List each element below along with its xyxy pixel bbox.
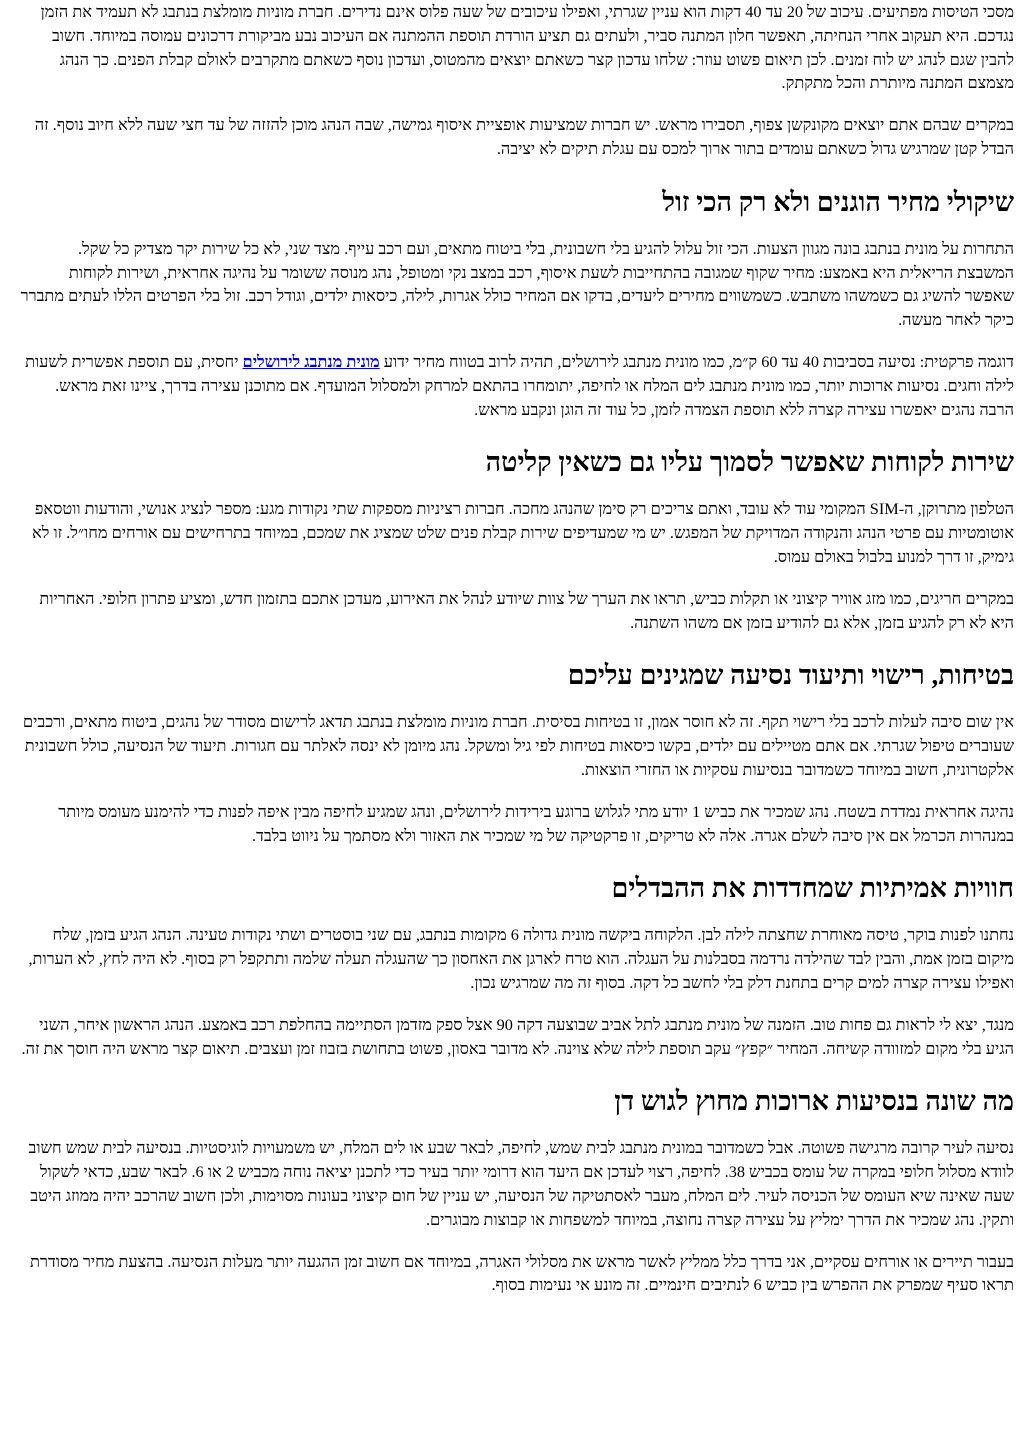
example-text-before: דוגמה פרקטית: נסיעה בסביבות 40 עד 60 ק״מ, כמו מונית מנתבג לירושלים, תהיה לרוב בטווח מחיר ידוע xyxy=(379,351,1014,371)
section-heading-experiences: חוויות אמיתיות שמחדדות את ההבדלים xyxy=(611,873,1014,904)
long-trips-paragraph-2: בעבור תיירים או אורחים עסקיים, אני בדרך כלל ממליץ לאשר מראש את מסלולי האגרה, במיוחד אם חשוב זמן ההגעה יותר מעלות הנסיעה. בהצעת מחיר מסודרת תראו סעיף שמפרק את ההפרש בין כביש 6 לנתיבים חינמיים. זה מונע אי נעימות בסוף. xyxy=(29,1251,1014,1295)
section-heading-safety: בטיחות, רישוי ותיעוד נסיעה שמגינים עליכם xyxy=(567,660,1014,691)
section-heading-long-trips: מה שונה בנסיעות ארוכות מחוץ לגוש דן xyxy=(614,1086,1014,1117)
pricing-example-paragraph xyxy=(18,350,1014,421)
long-trips-paragraph-1: נסיעה לעיר קרובה מרגישה פשוטה. אבל כשמדובר במונית מנתבג לבית שמש, לחיפה, לבאר שבע או לים המלח, יש משמעויות לוגיסטיות. בנסיעה לבית שמש חשוב לוודא מסלול חלופי במקרה של עומס בכביש 38. לחיפה, רצוי לעדכן אם היעד הוא דרומי יותר בעיר כדי לתכנן יציאה נוחה מכביש 2 או 6. לבאר שבע, כדאי לשקול שעה שאינה שיא העומס של הכניסה לעיר. לים המלח, מעבר לאסתטיקה של הנסיעה, יש עניין של חום קיצוני בעונות מסוימות, ולכן חשוב שהרכב יהיה ממוזג היטב ותקין. נהג שמכיר את הדרך ימליץ על עצירה קצרה נחוצה, במיוחד למשפחות או קבוצות מבוגרים. xyxy=(28,1138,1014,1229)
intro-paragraph-2: במקרים שבהם אתם יוצאים מקונקשן צפוף, תסבירו מראש. יש חברות שמציעות אופציית איסוף גמישה, שבה הנהג מוכן להזזה של עד חצי שעה ללא חיוב נוסף. זה הבדל קטן שמרגיש גדול כשאתם עומדים בתור ארוך למכס עם עגלת תיקים לא יציבה. xyxy=(34,115,1014,158)
experiences-paragraph-1: נחתנו לפנות בוקר, טיסה מאוחרת שחצתה לילה לבן. הלקוחה ביקשה מונית גדולה 6 מקומות בנתבג, עם שני בוסטרים ושתי נקודות טעינה. הנהג הגיע בזמן, שלח מיקום בזמן אמת, והבין לבד שהילדה נרדמה בסבלנות על העגלה. הוא טרח לארגן את האחסון כך שהעגלה תעלה שלמה ותתקפל רק בסוף. לא היה לחץ, לא הערות, ואפילו עצירה קצרה למים קרים בתחנת דלק בלי לחשב כל דקה. בסוף זה מה שמרגיש נכון. xyxy=(28,925,1014,992)
pricing-paragraph-1: התחרות על מונית בנתבג בונה מגוון הצעות. הכי זול עלול להגיע בלי חשבונית, בלי ביטוח מתאים, ועם רכב עייף. מצד שני, לא כל שירות יקר מצדיק כל שקל. המשבצת הריאלית היא באמצע: מחיר שקוף שמגובה בהתחייבות לשעת איסוף, רכב במצב נקי ומטופל, נהג מנוסה ששומר על נהיגה אחראית, ושירות לקוחות שאפשר להשיג גם כשמשהו משתבש. כשמשווים מחירים ליעדים, בדקו אם המחיר כולל אגרות, לילה, כיסאות ילדים, וגודל רכב. זול בלי הפרטים הללו לעתים מתברר כיקר לאחר מעשה. xyxy=(20,238,1014,330)
service-paragraph-2: במקרים חריגים, כמו מזג אוויר קיצוני או תקלות כביש, תראו את הערך של צוות שיודע לנהל את האירוע, מעדכן אתכם בתזמון חדש, ומציע פתרון חלופי. האחריות היא לא רק להגיע בזמן, אלא גם להודיע בזמן אם משהו השתנה. xyxy=(39,588,1014,632)
section-heading-pricing: שיקולי מחיר הוגנים ולא רק הכי זול xyxy=(662,186,1014,217)
safety-paragraph-1: אין שום סיבה לעלות לרכב בלי רישוי תקף. זה לא חוסר אמון, זו בטיחות בסיסית. חברת מוניות מומלצת בנתבג תדאג לרישום מסודר של נהגים, ביטוח מתאים, ורכבים שעוברים טיפול שגרתי. אם אתם מטיילים עם ילדים, בקשו כיסאות בטיחות לפי גיל ומשקל. נהג מיומן לא ינסה לאלתר עם חגורות. תיעוד של הנסיעה, כולל חשבונית אלקטרונית, חשוב במיוחד כשמדובר בנסיעות עסקיות או החזרי הוצאות. xyxy=(22,712,1014,779)
section-heading-customer-service: שירות לקוחות שאפשר לסמוך עליו גם כשאין קליטה xyxy=(485,447,1014,478)
safety-paragraph-2: נהיגה אחראית נמדדת בשטח. נהג שמכיר את כביש 1 יודע מתי לגלוש ברוגע בירידות לירושלים, ונהג שמגיע לחיפה מבין איפה לפנות כדי להימנע מעומס מיותר במנהרות הכרמל אם אין סיבה לשלם אגרה. אלה לא טריקים, זו פרקטיקה של מי שמכיר את האזור ולא מסתמך על ניווט בלבד. xyxy=(58,801,1014,845)
experiences-paragraph-2: מנגד, יצא לי לראות גם פחות טוב. הזמנה של מונית מנתבג לתל אביב שבוצעה דקה 90 אצל ספק מזדמן הסתיימה בהחלפת רכב באמצע. הנהג הראשון איחר, השני הגיע בלי מקום למזוודה קשיחה. המחיר ״קפץ״ עקב תוספת לילה שלא צוינה. לא מדובר באסון, פשוט בתחושת בזבוז זמן ועצבים. תיאום קצר מראש היה חוסך את זה. xyxy=(21,1014,1014,1058)
jerusalem-taxi-link[interactable]: מונית מנתבג לירושלים xyxy=(242,351,380,371)
example-text-after: יחסית, עם תוספת אפשרית לשעות לילה וחגים. נסיעות ארוכות יותר, כמו מונית מנתבג לים המלח או לחיפה, יתומחרו בהתאם למרחק ולמסלול המועדף. אם מתוכנן עצירה בדרך, ציינו זאת מראש. הרבה נהגים יאפשרו עצירה קצרה ללא תוספת הצמדה לזמן, כל עוד זה הוגן ונקבע מראש. xyxy=(25,351,1014,419)
service-paragraph-1: הטלפון מתרוקן, ה-SIM המקומי עוד לא עובד, ואתם צריכים רק סימן שהנהג מחכה. חברות רציניות מספקות שתי נקודות מגע: מספר לנציג אנושי, והודעות ווטסאפ אוטומטיות עם פרטי הנהג והנקודה המדויקת של המפגש. יש מי שמעדיפים שירות קבלת פנים שלט שמציג את שמכם, במיוחד בתרחישים עם אורחים מחו״ל. זו לא גימיק, זו דרך למנוע בלבול באולם עמוס. xyxy=(32,499,1014,566)
intro-paragraph-1: מסכי הטיסות מפתיעים. עיכוב של 20 עד 40 דקות הוא עניין שגרתי, ואפילו עיכובים של שעה פלוס אינם נדירים. חברת מוניות מומלצת בנתבג לא תעמיד את הזמן נגדכם. היא תעקוב אחרי הנחיתה, תאפשר חלון המתנה סביר, ולעתים גם תציע הורדת תוספת ההמתנה אם העיכוב נבע מביקורת דרכונים עמוסה במיוחד. חשוב להבין שגם לנהג יש לוח זמנים. לכן תיאום פשוט עוזר: שלחו עדכון קצר כשאתם יוצאים מהמטוס, ועדכון נוסף כשאתם מתקרבים לאולם קבלת הפנים. כך הנהג מצמצם המתנה מיותרת והכל מתקתק. xyxy=(40,2,1014,93)
